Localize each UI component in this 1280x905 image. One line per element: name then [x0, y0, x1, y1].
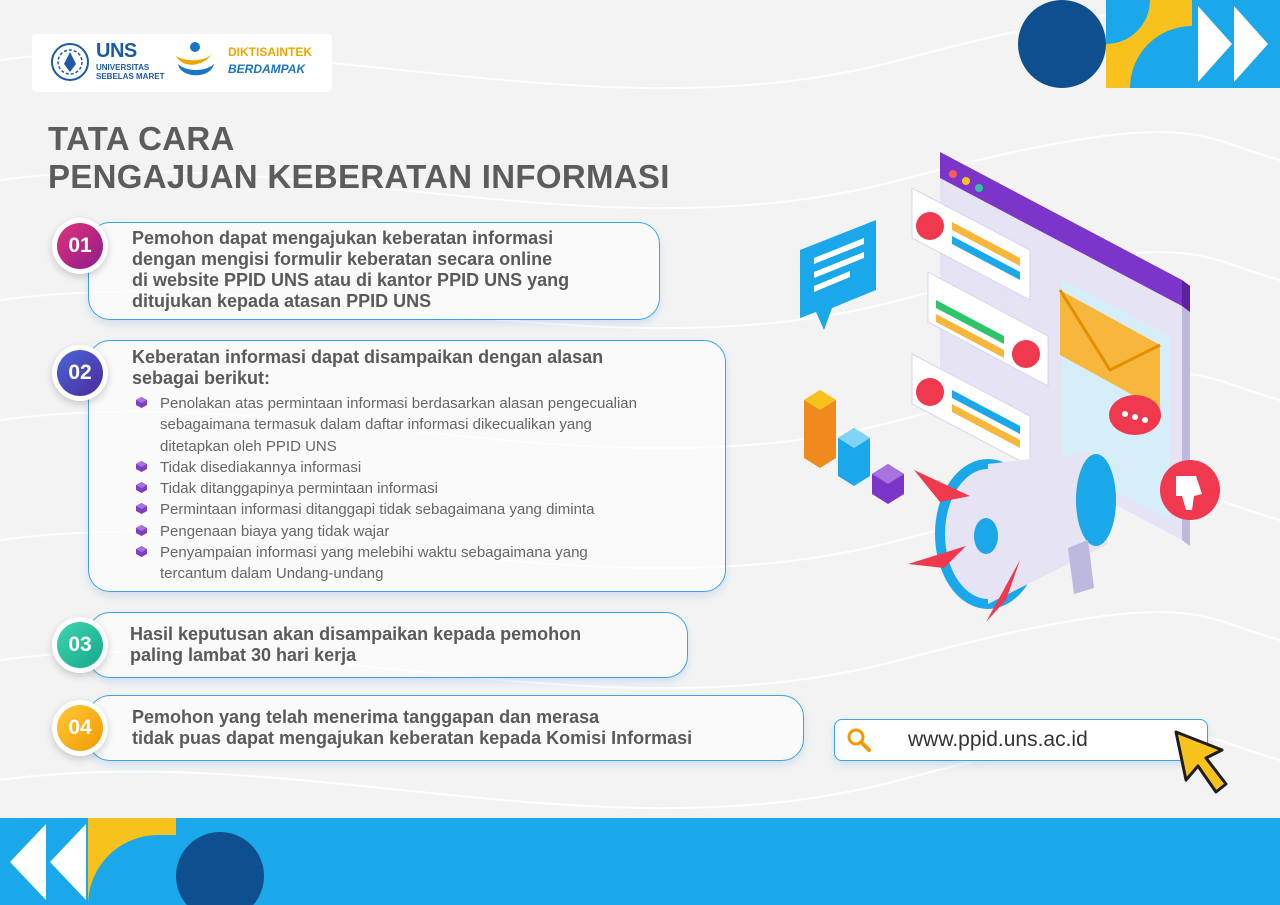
step-2-badge — [52, 345, 108, 401]
list-item — [136, 457, 716, 478]
cube-bullet-icon — [136, 461, 147, 472]
step-4-text — [132, 707, 692, 749]
page-title — [48, 120, 670, 196]
list-item-line: tercantum dalam Undang-undang — [160, 565, 384, 583]
step-4-line: tidak puas dapat mengajukan keberatan kepada Komisi Informasi — [132, 728, 693, 748]
cursor-arrow-icon — [1172, 728, 1232, 796]
step-2-text — [132, 347, 603, 389]
megaphone-illustration — [790, 140, 1230, 630]
list-item-line: sebagaimana termasuk dalam daftar informasi dikecualikan yang — [160, 416, 592, 434]
step-4-badge — [52, 700, 108, 756]
bottom-decoration — [0, 818, 1280, 905]
list-item-line: Penolakan atas permintaan informasi berdasarkan alasan pengecualian — [160, 395, 637, 412]
uns-line1: UNIVERSITAS — [96, 63, 150, 72]
step-3-number: 03 — [57, 622, 103, 668]
list-item-line: Permintaan informasi ditanggapi tidak sebagaimana yang diminta — [160, 501, 595, 519]
bottom-band — [0, 818, 1280, 905]
step-3-line: paling lambat 30 hari kerja — [130, 645, 357, 665]
dikti-line1: DIKTISAINTEK — [228, 45, 312, 59]
diktisaintek-logo-icon — [172, 38, 218, 84]
step-2-number: 02 — [57, 350, 103, 396]
list-item-line: Pengenaan biaya yang tidak wajar — [160, 522, 390, 540]
search-url[interactable]: www.ppid.uns.ac.id — [908, 728, 1088, 751]
cube-bullet-icon — [136, 482, 147, 493]
search-icon[interactable] — [846, 727, 872, 753]
step-2-line: Keberatan informasi dapat disampaikan dengan alasan — [132, 347, 604, 367]
list-item-line: Penyampaian informasi yang melebihi waktu sebagaimana yang — [160, 544, 588, 562]
top-right-decoration — [1010, 0, 1280, 92]
list-item — [136, 542, 716, 585]
reasons-list — [136, 393, 716, 585]
cube-bullet-icon — [136, 525, 147, 536]
list-item — [136, 499, 716, 520]
uns-emblem-icon — [50, 42, 90, 82]
step-1-number: 01 — [57, 223, 103, 269]
title-line2: PENGAJUAN KEBERATAN INFORMASI — [48, 158, 670, 195]
step-3-text — [130, 624, 581, 666]
list-item-line: Tidak disediakannya informasi — [160, 458, 362, 476]
dikti-line2: BERDAMPAK — [228, 62, 306, 76]
step-1-line: ditujukan kepada atasan PPID UNS — [132, 291, 432, 311]
list-item-line: ditetapkan oleh PPID UNS — [160, 437, 337, 455]
cube-bullet-icon — [136, 503, 147, 514]
list-item — [136, 478, 716, 499]
uns-wordmark: UNS — [96, 40, 137, 62]
uns-line2: SEBELAS MARET — [96, 72, 165, 81]
step-3-line: Hasil keputusan akan disampaikan kepada pemohon — [130, 624, 582, 644]
list-item-line: Tidak ditanggapinya permintaan informasi — [160, 480, 438, 498]
uns-fullname — [96, 63, 164, 81]
step-1-text — [132, 228, 569, 312]
step-2-line: sebagai berikut: — [132, 368, 271, 388]
step-1-line: di website PPID UNS atau di kantor PPID UNS yang — [132, 270, 570, 290]
cube-bullet-icon — [136, 397, 147, 408]
list-item — [136, 521, 716, 542]
step-4-line: Pemohon yang telah menerima tanggapan dan merasa — [132, 707, 600, 727]
step-3-badge — [52, 617, 108, 673]
title-line1: TATA CARA — [48, 120, 235, 157]
step-1-line: dengan mengisi formulir keberatan secara online — [132, 249, 553, 269]
step-1-line: Pemohon dapat mengajukan keberatan informasi — [132, 228, 554, 248]
step-1-badge — [52, 218, 108, 274]
step-4-number: 04 — [57, 705, 103, 751]
cube-bullet-icon — [136, 546, 147, 557]
list-item — [136, 393, 716, 457]
